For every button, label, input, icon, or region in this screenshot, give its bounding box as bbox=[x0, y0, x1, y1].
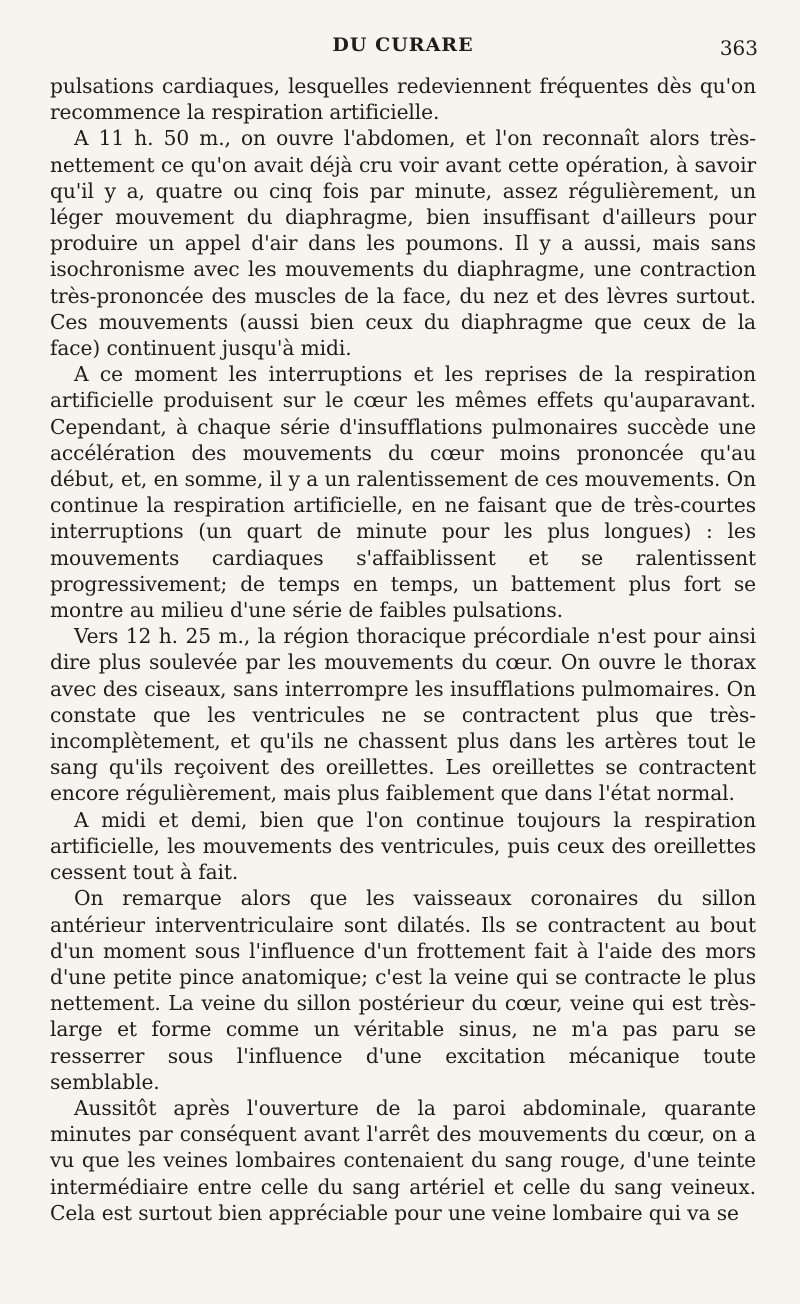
paragraph-1: pulsations cardiaques, lesquelles redeviennent fréquentes dès qu'on recommence la respiration artificielle. bbox=[50, 74, 756, 125]
paragraph-4: Vers 12 h. 25 m., la région thoracique précordiale n'est pour ainsi dire plus soulevée par les mouvements du cœur. On ouvre le thorax avec des ciseaux, sans interrompre les insufflations pulmomaires. On constate que les ventricules ne se contractent plus que très-incomplètement, et qu'ils ne chassent plus dans les artères tout le sang qu'ils reçoivent des oreillettes. Les oreillettes se contractent encore régulièrement, mais plus faiblement que dans l'état normal. bbox=[50, 624, 756, 806]
paragraph-2: A 11 h. 50 m., on ouvre l'abdomen, et l'on reconnaît alors très-nettement ce qu'on avait déjà cru voir avant cette opération, à savoir qu'il y a, quatre ou cinq fois par minute, assez régulièrement, un léger mouvement du diaphragme, bien insuffisant d'ailleurs pour produire un appel d'air dans les poumons. Il y a aussi, mais sans isochronisme avec les mouvements du diaphragme, une contraction très-prononcée des muscles de la face, du nez et des lèvres surtout. Ces mouvements (aussi bien ceux du diaphragme que ceux de la face) continuent jusqu'à midi. bbox=[50, 126, 756, 361]
body-text bbox=[50, 73, 756, 1226]
paragraph-7: Aussitôt après l'ouverture de la paroi abdominale, quarante minutes par conséquent avant l'arrêt des mouvements du cœur, on a vu que les veines lombaires contenaient du sang rouge, d'une teinte intermédiaire entre celle du sang artériel et celle du sang veineux. Cela est surtout bien appréciable pour une veine lombaire qui va se bbox=[50, 1095, 756, 1225]
page-number: 363 bbox=[719, 36, 758, 60]
paragraph-6: On remarque alors que les vaisseaux coronaires du sillon antérieur interventriculaire sont dilatés. Ils se contractent au bout d'un moment sous l'influence d'un frottement fait à l'aide des mors d'une petite pince anatomique; c'est la veine qui se contracte le plus nettement. La veine du sillon postérieur du cœur, veine qui est très-large et forme comme un véritable sinus, ne m'a pas paru se resserrer sous l'influence d'une excitation mécanique toute semblable. bbox=[50, 886, 756, 1094]
paragraph-3: A ce moment les interruptions et les reprises de la respiration artificielle produisent sur le cœur les mêmes effets qu'auparavant. Cependant, à chaque série d'insufflations pulmonaires succède une accélération des mouvements du cœur moins prononcée qu'au début, et, en somme, il y a un ralentissement de ces mouvements. On continue la respiration artificielle, en ne faisant que de très-courtes interruptions (un quart de minute pour les plus longues) : les mouvements cardiaques s'affaiblissent et se ralentissent progressivement; de temps en temps, un battement plus fort se montre au milieu d'une série de faibles pulsations. bbox=[50, 362, 756, 623]
running-title: DU CURARE bbox=[332, 34, 474, 56]
page-header bbox=[48, 34, 758, 64]
paragraph-5: A midi et demi, bien que l'on continue toujours la respiration artificielle, les mouvements des ventricules, puis ceux des oreillettes cessent tout à fait. bbox=[50, 807, 756, 885]
